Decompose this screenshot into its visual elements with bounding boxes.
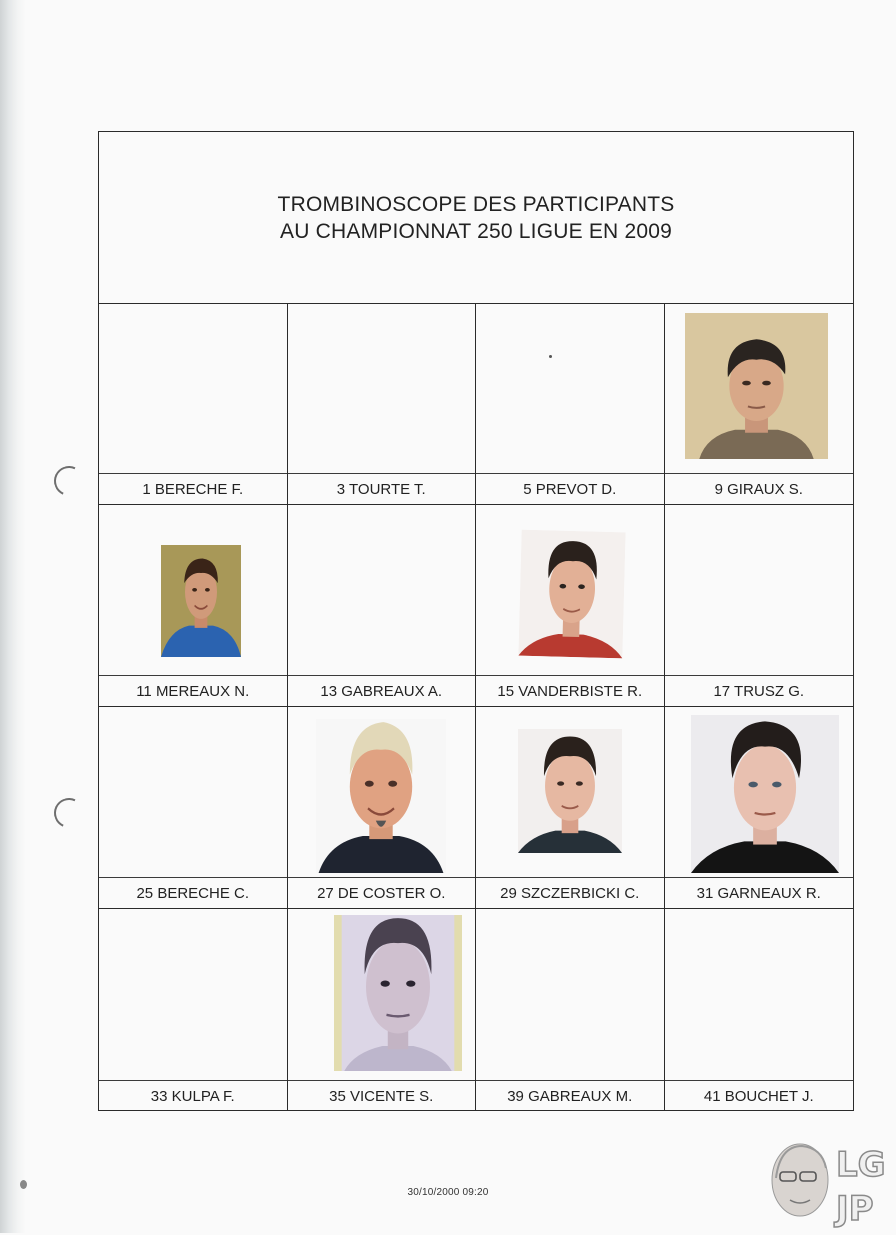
photo-placeholder	[99, 707, 287, 877]
participant-label: 27 DE COSTER O.	[288, 877, 476, 908]
participant-label: 3 TOURTE T.	[288, 473, 476, 504]
participant-label: 33 KULPA F.	[99, 1080, 287, 1111]
photo-placeholder	[99, 303, 287, 473]
participant-label: 13 GABREAUX A.	[288, 675, 476, 706]
participant-label: 15 VANDERBISTE R.	[476, 675, 664, 706]
participant-photo	[518, 530, 625, 659]
participant-card	[288, 909, 477, 1111]
participant-label: 25 BERECHE C.	[99, 877, 287, 908]
participant-label: 41 BOUCHET J.	[665, 1080, 854, 1111]
trombinoscope-sheet	[98, 131, 854, 1111]
participant-label: 9 GIRAUX S.	[665, 473, 854, 504]
participant-card	[288, 303, 477, 505]
participant-label: 17 TRUSZ G.	[665, 675, 854, 706]
photo-placeholder	[665, 505, 854, 675]
participants-grid	[99, 303, 853, 1111]
binder-hole-mark	[50, 462, 88, 500]
svg-text:LG: LG	[836, 1145, 886, 1185]
participant-card	[288, 707, 477, 909]
participant-card	[476, 505, 665, 707]
participant-photo	[518, 729, 622, 853]
print-timestamp: 30/10/2000 09:20	[407, 1187, 489, 1198]
title-box	[99, 132, 853, 304]
participant-photo	[334, 915, 462, 1071]
participant-photo	[316, 719, 446, 873]
participant-label: 29 SZCZERBICKI C.	[476, 877, 664, 908]
participant-card	[665, 505, 854, 707]
participant-card	[99, 707, 288, 909]
participant-card	[99, 909, 288, 1111]
participant-card	[476, 303, 665, 505]
svg-text:JP: JP	[836, 1189, 874, 1229]
scanned-page-edge	[0, 0, 26, 1233]
participant-card	[476, 707, 665, 909]
site-logo	[766, 1138, 894, 1230]
participant-label: 31 GARNEAUX R.	[665, 877, 854, 908]
participant-label: 11 MEREAUX N.	[99, 675, 287, 706]
participant-card	[665, 909, 854, 1111]
participant-card	[476, 909, 665, 1111]
participant-label: 1 BERECHE F.	[99, 473, 287, 504]
photo-placeholder	[288, 505, 476, 675]
participant-card	[665, 707, 854, 909]
participant-photo	[691, 715, 839, 873]
participant-card	[288, 505, 477, 707]
title-line-2: AU CHAMPIONNAT 250 LIGUE EN 2009	[280, 219, 672, 243]
participant-card	[99, 303, 288, 505]
binder-hole-mark	[50, 794, 88, 832]
participant-card	[99, 505, 288, 707]
title-line-1: TROMBINOSCOPE DES PARTICIPANTS	[277, 192, 675, 216]
participant-card	[665, 303, 854, 505]
participant-photo	[685, 313, 828, 459]
participant-photo	[161, 545, 241, 657]
photo-placeholder	[476, 303, 664, 473]
participant-label: 35 VICENTE S.	[288, 1080, 476, 1111]
participant-label: 39 GABREAUX M.	[476, 1080, 664, 1111]
participant-label: 5 PREVOT D.	[476, 473, 664, 504]
photo-placeholder	[99, 909, 287, 1080]
photo-placeholder	[476, 909, 664, 1080]
photo-placeholder	[288, 303, 476, 473]
photo-placeholder	[665, 909, 854, 1080]
